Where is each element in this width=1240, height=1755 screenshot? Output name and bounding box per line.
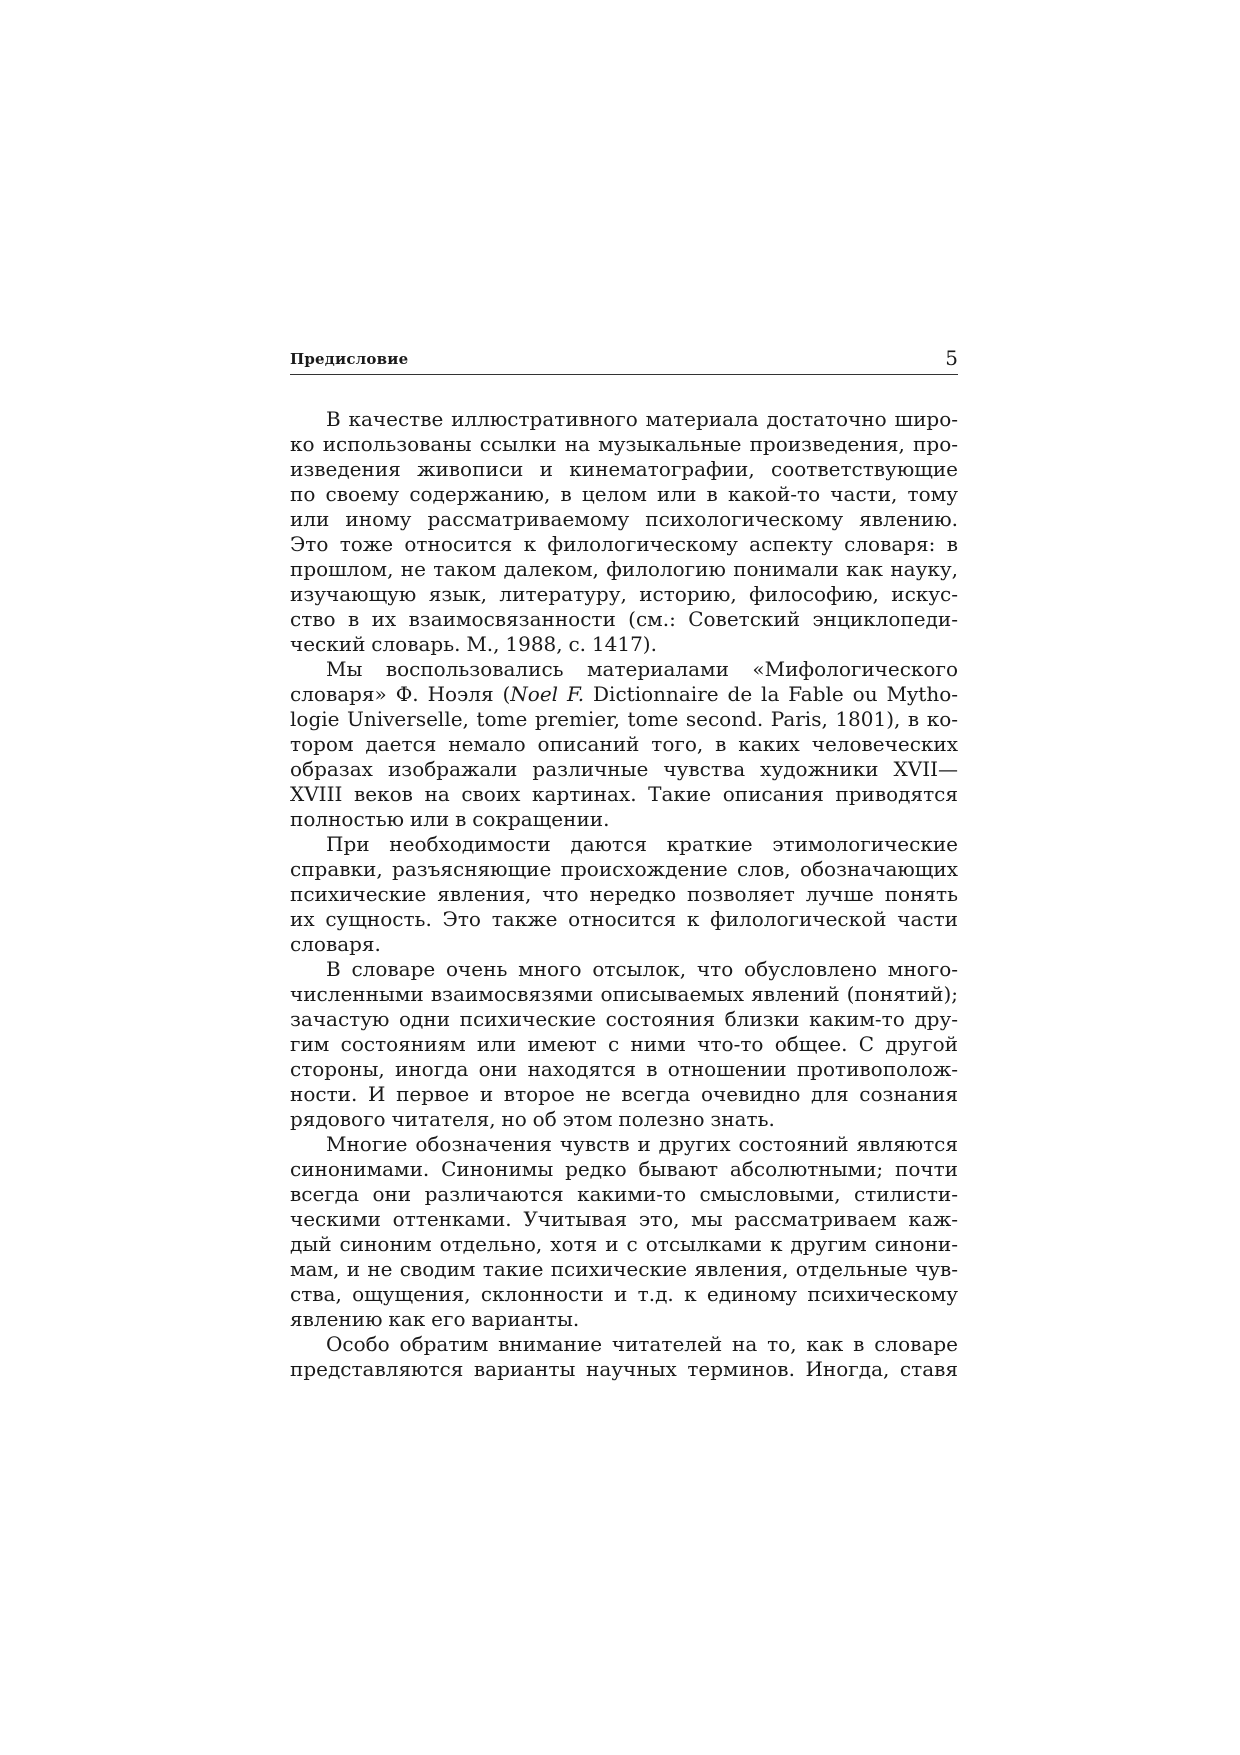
text-line: ства, ощущения, склонности и т.д. к единому психическому [290, 1282, 958, 1306]
text-line: гим состояниям или имеют с ними что-то общее. С другой [290, 1032, 958, 1056]
text-line: Особо обратим внимание читателей на то, как в словаре [326, 1332, 958, 1356]
text-line: ко использованы ссылки на музыкальные произведения, про- [290, 432, 958, 456]
paragraph [290, 407, 958, 657]
text-line: зачастую одни психические состояния близки каким-то дру- [290, 1007, 958, 1031]
text-line: ческий словарь. М., 1988, с. 1417). [290, 632, 657, 656]
text-line: рядового читателя, но об этом полезно знать. [290, 1107, 775, 1131]
text-line: всегда они различаются какими-то смысловыми, стилисти- [290, 1182, 958, 1206]
book-page [290, 338, 958, 1382]
text-line: logie Universelle, tome premier, tome second. Paris, 1801), в ко- [290, 707, 958, 731]
text-line: Многие обозначения чувств и других состояний являются [326, 1132, 958, 1156]
text-line: прошлом, не таком далеком, филологию понимали как науку, [290, 557, 958, 581]
text-line: справки, разъясняющие происхождение слов, обозначающих [290, 857, 958, 881]
text-line: ности. И первое и второе не всегда очевидно для сознания [290, 1082, 958, 1106]
text-line: психические явления, что нередко позволяет лучше понять [290, 882, 958, 906]
text-line: ство в их взаимосвязанности (см.: Советский энциклопеди- [290, 607, 958, 631]
paragraph [290, 657, 958, 832]
page-number: 5 [945, 346, 958, 370]
text-line: или иному рассматриваемому психологическому явлению. [290, 507, 958, 531]
text-line: полностью или в сокращении. [290, 807, 610, 831]
paragraph [290, 832, 958, 957]
text-line: изучающую язык, литературу, историю, философию, искус- [290, 582, 958, 606]
text-line: изведения живописи и кинематографии, соответствующие [290, 457, 958, 481]
paragraph [290, 1332, 958, 1382]
text-line: Это тоже относится к филологическому аспекту словаря: в [290, 532, 958, 556]
text-line: их сущность. Это также относится к филологической части [290, 907, 958, 931]
text-line: образах изображали различные чувства художники XVII— [290, 757, 958, 781]
text-line: словаря. [290, 932, 381, 956]
text-line: дый синоним отдельно, хотя и с отсылками к другим синони- [290, 1232, 958, 1256]
text-line: мам, и не сводим такие психические явления, отдельные чув- [290, 1257, 958, 1281]
text-line: ческими оттенками. Учитывая это, мы рассматриваем каж- [290, 1207, 958, 1231]
text-line: XVIII веков на своих картинах. Такие описания приводятся [290, 782, 958, 806]
text-line: В словаре очень много отсылок, что обусловлено много- [326, 957, 958, 981]
paragraph [290, 957, 958, 1132]
text-line: синонимами. Синонимы редко бывают абсолютными; почти [290, 1157, 958, 1181]
text-line: тором дается немало описаний того, в каких человеческих [290, 732, 958, 756]
text-line: словаря» Ф. Ноэля (Noel F. Dictionnaire de la Fable ou Mytho- [290, 682, 959, 706]
text-line: представляются варианты научных терминов. Иногда, ставя [290, 1357, 958, 1381]
running-header [290, 338, 958, 375]
text-line: Мы воспользовались материалами «Мифологического [326, 657, 958, 681]
paragraph [290, 1132, 958, 1332]
text-line: численными взаимосвязями описываемых явлений (понятий); [290, 982, 958, 1006]
text-line: по своему содержанию, в целом или в какой-то части, тому [290, 482, 958, 506]
section-title: Предисловие [290, 350, 409, 368]
text-line: явлению как его варианты. [290, 1307, 580, 1331]
text-line: стороны, иногда они находятся в отношении противополож- [290, 1057, 958, 1081]
text-line: При необходимости даются краткие этимологические [326, 832, 958, 856]
text-line: В качестве иллюстративного материала достаточно широ- [326, 407, 958, 431]
body-text [290, 407, 958, 1382]
